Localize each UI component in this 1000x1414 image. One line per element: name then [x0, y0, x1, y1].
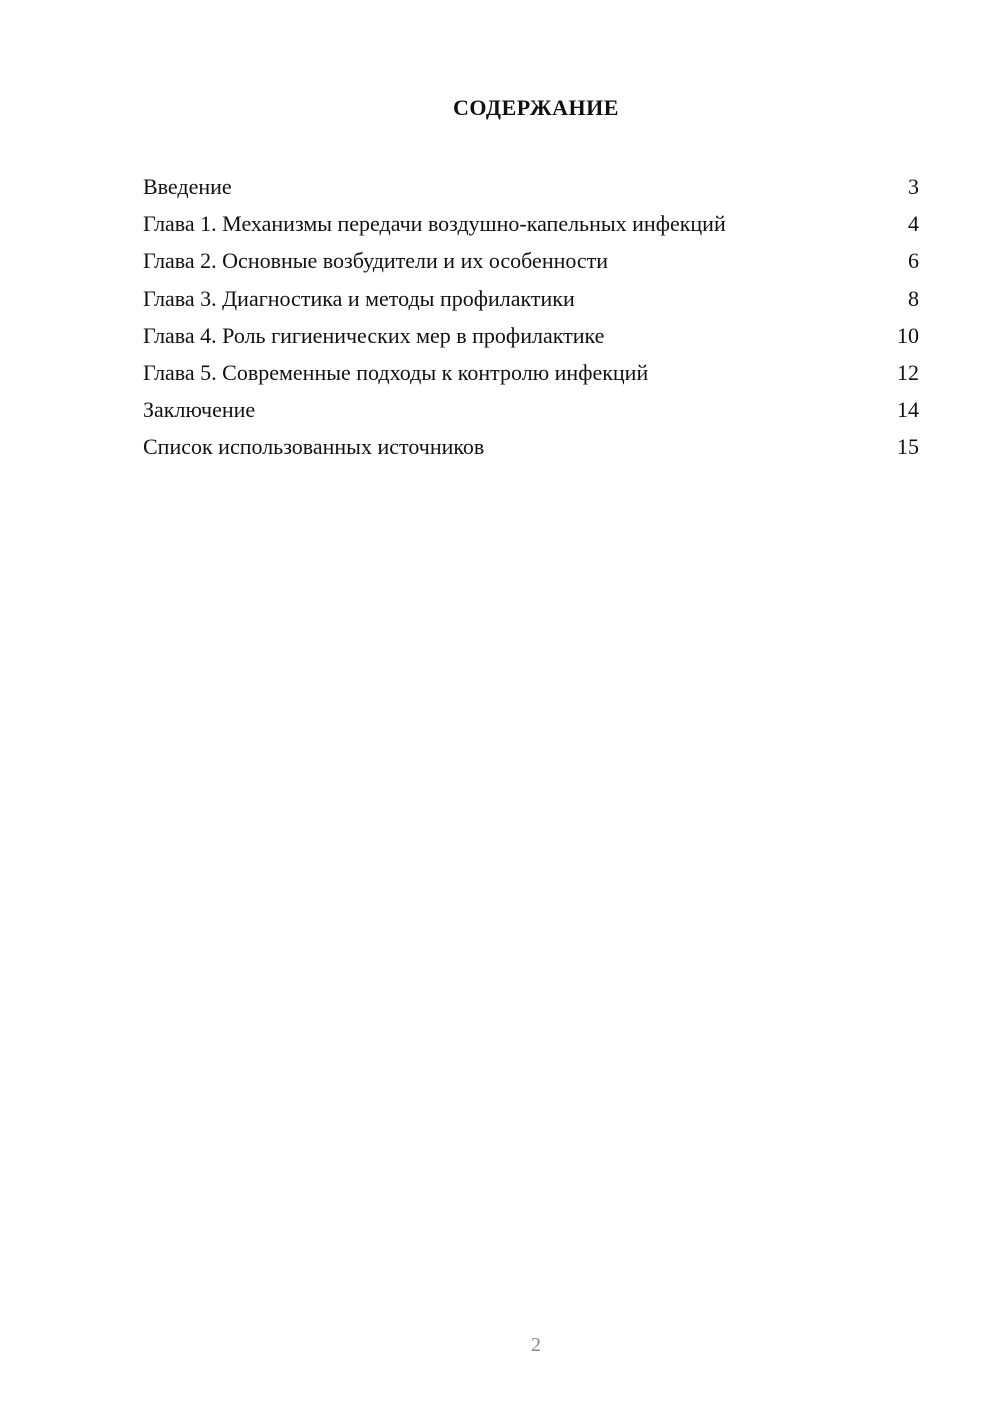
toc-entry-page: 12	[897, 359, 919, 385]
toc-entry-label: Введение	[143, 174, 232, 199]
toc-entry-label: Глава 3. Диагностика и методы профилактики	[143, 285, 575, 311]
toc-entry-introduction	[143, 168, 919, 205]
toc-entry-chapter-5	[143, 354, 919, 391]
toc-entry-conclusion	[143, 391, 919, 428]
toc-entry-label: Глава 4. Роль гигиенических мер в профилактике	[143, 322, 605, 348]
toc-entry-page: 15	[897, 434, 919, 460]
toc-entry-page: 4	[908, 211, 919, 237]
page-number: 2	[531, 1334, 541, 1356]
toc-entry-label: Глава 2. Основные возбудители и их особенности	[143, 248, 609, 274]
toc-entry-chapter-2	[143, 242, 919, 279]
toc-entry-references	[143, 428, 919, 465]
toc-entry-chapter-1	[143, 205, 919, 242]
toc-entry-chapter-3	[143, 280, 919, 317]
toc-entry-page: 14	[897, 397, 919, 423]
toc-entry-label: Глава 1. Механизмы передачи воздушно-капельных инфекций	[143, 211, 726, 237]
toc-entry-chapter-4	[143, 317, 919, 354]
toc-entry-label: Список использованных источников	[143, 434, 485, 460]
page-title: СОДЕРЖАНИЕ	[453, 95, 619, 120]
toc-entry-page: 6	[908, 248, 919, 274]
toc-entry-page: 10	[897, 322, 919, 348]
toc-entry-label: Заключение	[143, 397, 256, 423]
toc-entry-label: Глава 5. Современные подходы к контролю инфекций	[143, 359, 649, 385]
table-of-contents	[143, 168, 919, 466]
toc-entry-page: 3	[908, 174, 919, 199]
toc-entry-page: 8	[908, 285, 919, 311]
